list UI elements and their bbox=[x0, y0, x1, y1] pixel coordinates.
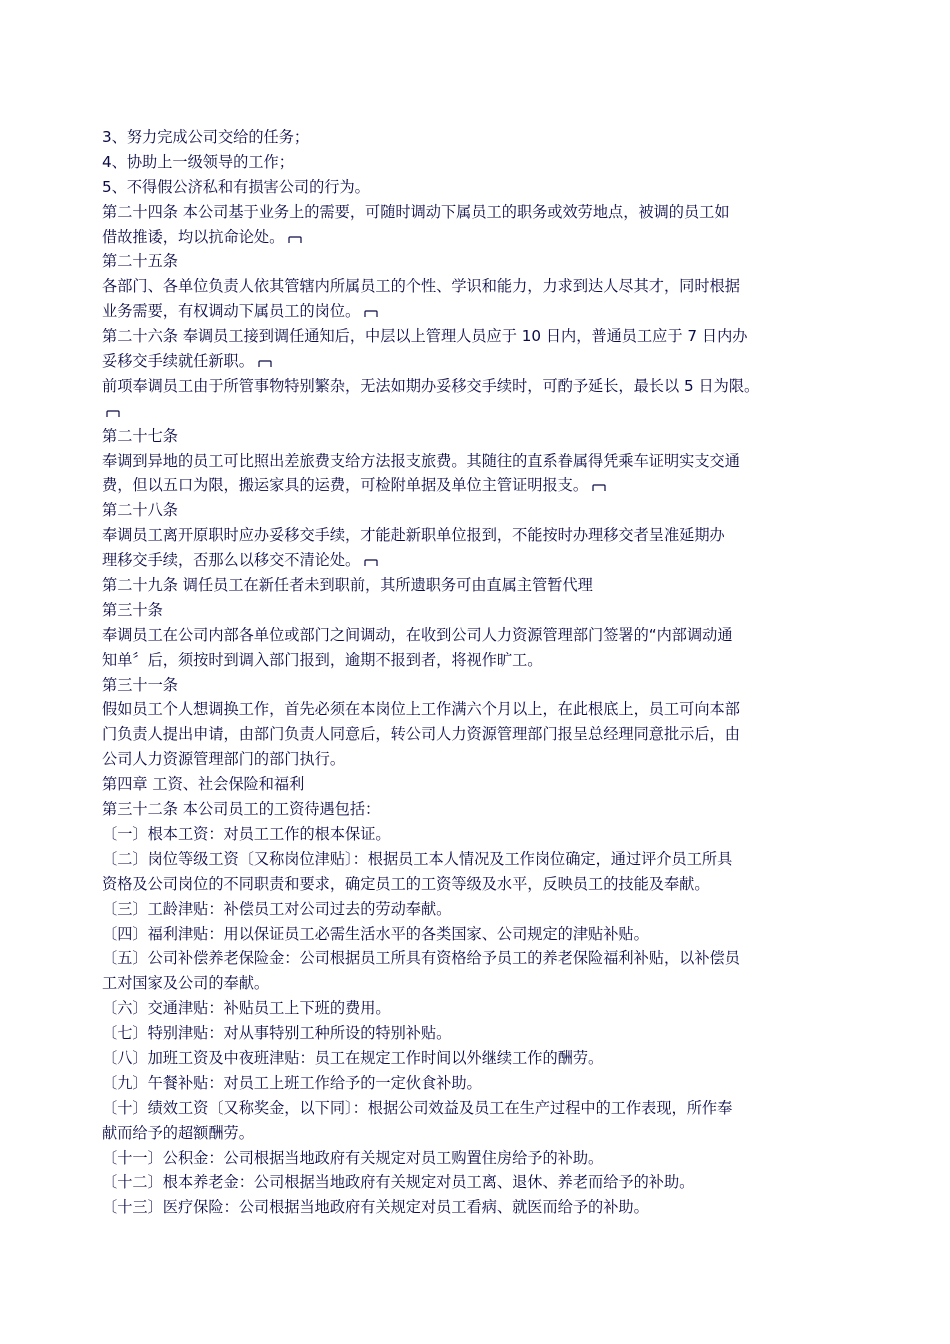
line-text: 妥移交手续就任新职。 bbox=[102, 352, 254, 371]
line-text: 费，但以五口为限，搬运家具的运费，可检附单据及单位主管证明报支。 bbox=[102, 476, 588, 495]
line-text: 献而给予的超额酬劳。 bbox=[102, 1123, 254, 1142]
text-line bbox=[102, 573, 822, 598]
text-line bbox=[102, 1046, 822, 1071]
text-line bbox=[102, 274, 822, 299]
line-text: 〔六〕交通津贴：补贴员工上下班的费用。 bbox=[102, 999, 391, 1018]
line-text: 第二十七条 bbox=[102, 426, 178, 445]
line-text: 〔三〕工龄津贴：补偿员工对公司过去的劳动奉献。 bbox=[102, 899, 452, 918]
text-line bbox=[102, 673, 822, 698]
line-text: 〔十一〕公积金：公司根据当地政府有关规定对员工购置住房给予的补助。 bbox=[102, 1148, 604, 1167]
line-text: 5、不得假公济私和有损害公司的行为。 bbox=[102, 177, 370, 196]
line-text: 假如员工个人想调换工作，首先必须在本岗位上工作满六个月以上，在此根底上，员工可向本部 bbox=[102, 700, 740, 719]
text-line bbox=[102, 424, 822, 449]
text-line bbox=[102, 747, 822, 772]
text-line bbox=[102, 822, 822, 847]
line-text: 〔十〕绩效工资〔又称奖金，以下同〕：根据公司效益及员工在生产过程中的工作表现，所作奉 bbox=[102, 1098, 733, 1117]
text-line bbox=[102, 872, 822, 897]
line-text: 借故推诿，均以抗命论处。 bbox=[102, 227, 285, 246]
line-text: 〔四〕福利津贴：用以保证员工必需生活水平的各类国家、公司规定的津贴补贴。 bbox=[102, 924, 649, 943]
line-text: 第四章 工资、社会保险和福利 bbox=[102, 775, 305, 794]
text-line bbox=[102, 946, 822, 971]
text-line bbox=[102, 922, 822, 947]
line-text: 〔七〕特别津贴：对从事特别工种所设的特别补贴。 bbox=[102, 1024, 452, 1043]
text-line bbox=[102, 722, 822, 747]
line-text: 〔十二〕根本养老金：公司根据当地政府有关规定对员工离、退休、养老而给予的补助。 bbox=[102, 1173, 695, 1192]
text-line bbox=[102, 697, 822, 722]
line-text: 〔八〕加班工资及中夜班津贴：员工在规定工作时间以外继续工作的酬劳。 bbox=[102, 1048, 604, 1067]
text-line bbox=[102, 473, 822, 498]
text-line bbox=[102, 498, 822, 523]
paragraph-mark-icon bbox=[106, 410, 120, 418]
text-line bbox=[102, 523, 822, 548]
line-text: 〔九〕午餐补贴：对员工上班工作给予的一定伙食补助。 bbox=[102, 1073, 482, 1092]
text-line bbox=[102, 249, 822, 274]
line-text: 各部门、各单位负责人依其管辖内所属员工的个性、学识和能力，力求到达人尽其才，同时根据 bbox=[102, 277, 740, 296]
line-text: 第二十八条 bbox=[102, 501, 178, 520]
text-line bbox=[102, 648, 822, 673]
text-line bbox=[102, 1195, 822, 1220]
text-line bbox=[102, 374, 822, 399]
text-line bbox=[102, 175, 822, 200]
text-line bbox=[102, 797, 822, 822]
line-text: 〔十三〕医疗保险：公司根据当地政府有关规定对员工看病、就医而给予的补助。 bbox=[102, 1198, 649, 1217]
text-line bbox=[102, 225, 822, 250]
line-text: 工对国家及公司的奉献。 bbox=[102, 974, 270, 993]
line-text: 第三十条 bbox=[102, 600, 163, 619]
line-text: 公司人力资源管理部门的部门执行。 bbox=[102, 750, 345, 769]
text-line bbox=[102, 449, 822, 474]
text-line bbox=[102, 299, 822, 324]
text-line bbox=[102, 150, 822, 175]
line-text: 门负责人提出申请，由部门负责人同意后，转公司人力资源管理部门报呈总经理同意批示后，由 bbox=[102, 725, 740, 744]
line-text: 奉调到异地的员工可比照出差旅费支给方法报支旅费。其随往的直系眷属得凭乘车证明实支交通 bbox=[102, 451, 740, 470]
line-text: 奉调员工在公司内部各单位或部门之间调动，在收到公司人力资源管理部门签署的“内部调动通 bbox=[102, 625, 733, 644]
text-line bbox=[102, 1071, 822, 1096]
line-text: 奉调员工离开原职时应办妥移交手续，才能赴新职单位报到，不能按时办理移交者呈准延期办 bbox=[102, 526, 725, 545]
text-line bbox=[102, 324, 822, 349]
text-line bbox=[102, 996, 822, 1021]
paragraph-mark-icon bbox=[592, 484, 606, 492]
text-line bbox=[102, 200, 822, 225]
line-text: 〔一〕根本工资：对员工工作的根本保证。 bbox=[102, 824, 391, 843]
text-line bbox=[102, 125, 822, 150]
text-line bbox=[102, 349, 822, 374]
text-line bbox=[102, 1170, 822, 1195]
paragraph-mark-icon bbox=[288, 236, 302, 244]
text-line bbox=[102, 772, 822, 797]
line-text: 〔二〕岗位等级工资〔又称岗位津贴〕：根据员工本人情况及工作岗位确定，通过评介员工所具 bbox=[102, 849, 733, 868]
line-text: 第二十四条 本公司基于业务上的需要，可随时调动下属员工的职务或效劳地点，被调的员工如 bbox=[102, 202, 730, 221]
text-line bbox=[102, 847, 822, 872]
text-line bbox=[102, 399, 822, 424]
text-line bbox=[102, 1121, 822, 1146]
line-text: 前项奉调员工由于所管事物特别繁杂，无法如期办妥移交手续时，可酌予延长，最长以 5 日为限。 bbox=[102, 376, 760, 395]
line-text: 知单〞后，须按时到调入部门报到，逾期不报到者，将视作旷工。 bbox=[102, 650, 543, 669]
line-text: 第三十二条 本公司员工的工资待遇包括： bbox=[102, 800, 381, 819]
text-line bbox=[102, 623, 822, 648]
line-text: 第二十六条 奉调员工接到调任通知后，中层以上管理人员应于 10 日内，普通员工应于 7 日内办 bbox=[102, 327, 748, 346]
paragraph-mark-icon bbox=[364, 310, 378, 318]
line-text: 第二十九条 调任员工在新任者未到职前，其所遗职务可由直属主管暂代理 bbox=[102, 576, 593, 595]
text-line bbox=[102, 1021, 822, 1046]
line-text: 〔五〕公司补偿养老保险金：公司根据员工所具有资格给予员工的养老保险福利补贴，以补偿员 bbox=[102, 949, 740, 968]
line-text: 业务需要，有权调动下属员工的岗位。 bbox=[102, 302, 361, 321]
text-line bbox=[102, 598, 822, 623]
paragraph-mark-icon bbox=[258, 360, 272, 368]
text-line bbox=[102, 971, 822, 996]
line-text: 资格及公司岗位的不同职责和要求，确定员工的工资等级及水平，反映员工的技能及奉献。 bbox=[102, 874, 710, 893]
line-text: 第二十五条 bbox=[102, 252, 178, 271]
line-text: 3、努力完成公司交给的任务； bbox=[102, 128, 310, 146]
line-text: 4、协助上一级领导的工作； bbox=[102, 152, 294, 171]
text-line bbox=[102, 1096, 822, 1121]
paragraph-mark-icon bbox=[364, 559, 378, 567]
text-line bbox=[102, 548, 822, 573]
document-page bbox=[102, 125, 822, 1220]
line-text: 第三十一条 bbox=[102, 675, 178, 694]
line-text: 理移交手续，否那么以移交不清论处。 bbox=[102, 551, 361, 570]
text-line bbox=[102, 897, 822, 922]
text-line bbox=[102, 1146, 822, 1171]
